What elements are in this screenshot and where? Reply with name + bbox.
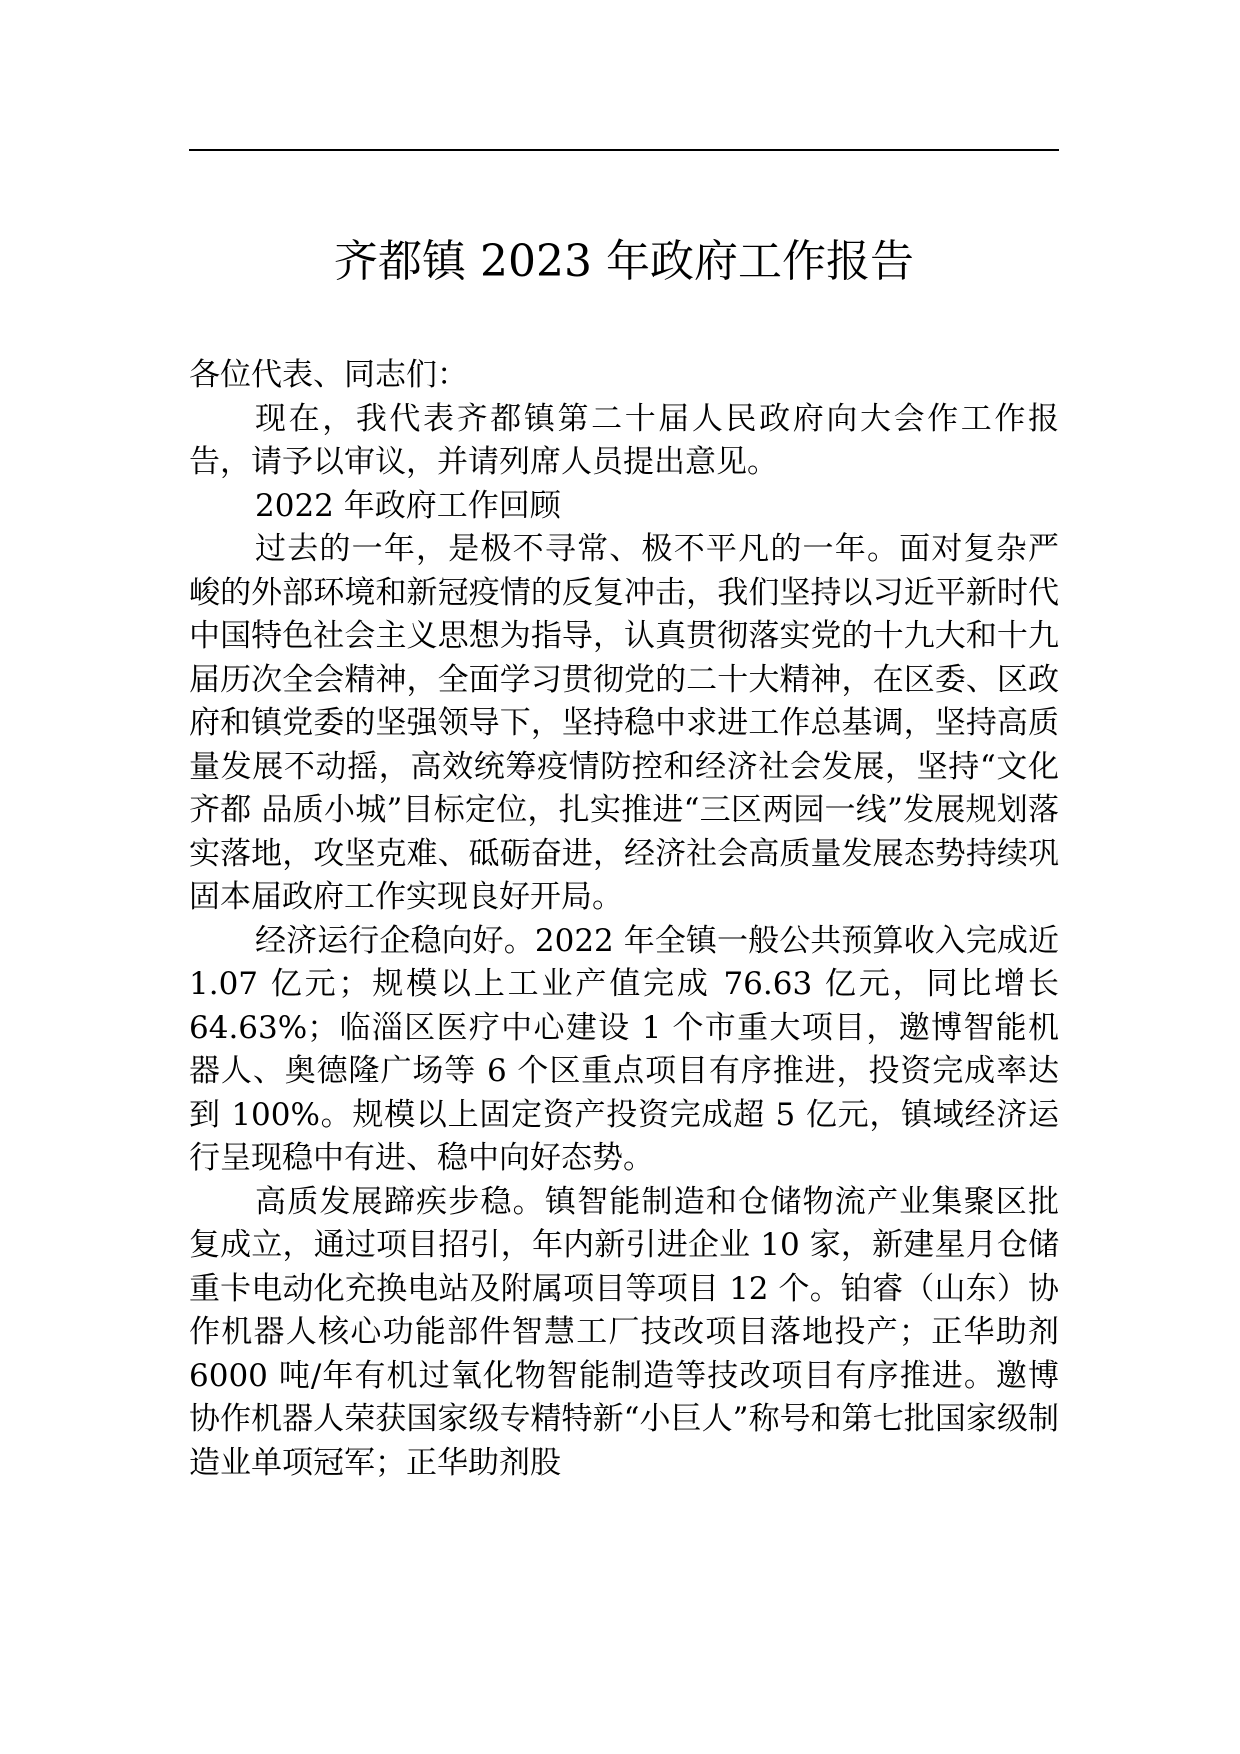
economy-paragraph: 经济运行企稳向好。2022 年全镇一般公共预算收入完成近 1.07 亿元；规模以上工业产值完成 76.63 亿元，同比增长 64.63%；临淄区医疗中心建设 1 个市重大项目，邀博智能机器人、奥德隆广场等 6 个区重点项目有序推进，投资完成率达到 100%。规模以上固定资产投资完成超 5 亿元，镇域经济运行呈现稳中有进、稳中向好态势。 xyxy=(189,922,1059,1176)
document-title: 齐都镇 2023 年政府工作报告 xyxy=(334,236,914,287)
header-rule xyxy=(189,149,1059,151)
development-paragraph: 高质发展蹄疾步稳。镇智能制造和仓储物流产业集聚区批复成立，通过项目招引，年内新引进企业 10 家，新建星月仓储重卡电动化充换电站及附属项目等项目 12 个。铂睿（山东）协作机器人核心功能部件智慧工厂技改项目落地投产；正华助剂 6000 吨/年有机过氧化物智能制造等技改项目有序推进。邀博协作机器人荣获国家级专精特新“小巨人”称号和第七批国家级制造业单项冠军；正华助剂股 xyxy=(189,1183,1059,1481)
section-heading: 2022 年政府工作回顾 xyxy=(255,487,561,524)
opening-paragraph: 现在，我代表齐都镇第二十届人民政府向大会作工作报告，请予以审议，并请列席人员提出意见。 xyxy=(189,400,1059,480)
review-paragraph: 过去的一年，是极不寻常、极不平凡的一年。面对复杂严峻的外部环境和新冠疫情的反复冲击，我们坚持以习近平新时代中国特色社会主义思想为指导，认真贯彻落实党的十九大和十九届历次全会精神，全面学习贯彻党的二十大精神，在区委、区政府和镇党委的坚强领导下，坚持稳中求进工作总基调，坚持高质量发展不动摇，高效统筹疫情防控和经济社会发展，坚持“文化齐都 品质小城”目标定位，扎实推进“三区两园一线”发展规划落实落地，攻坚克难、砥砺奋进，经济社会高质量发展态势持续巩固本届政府工作实现良好开局。 xyxy=(189,531,1059,915)
document-body xyxy=(189,354,1059,1485)
salutation: 各位代表、同志们： xyxy=(189,357,468,393)
